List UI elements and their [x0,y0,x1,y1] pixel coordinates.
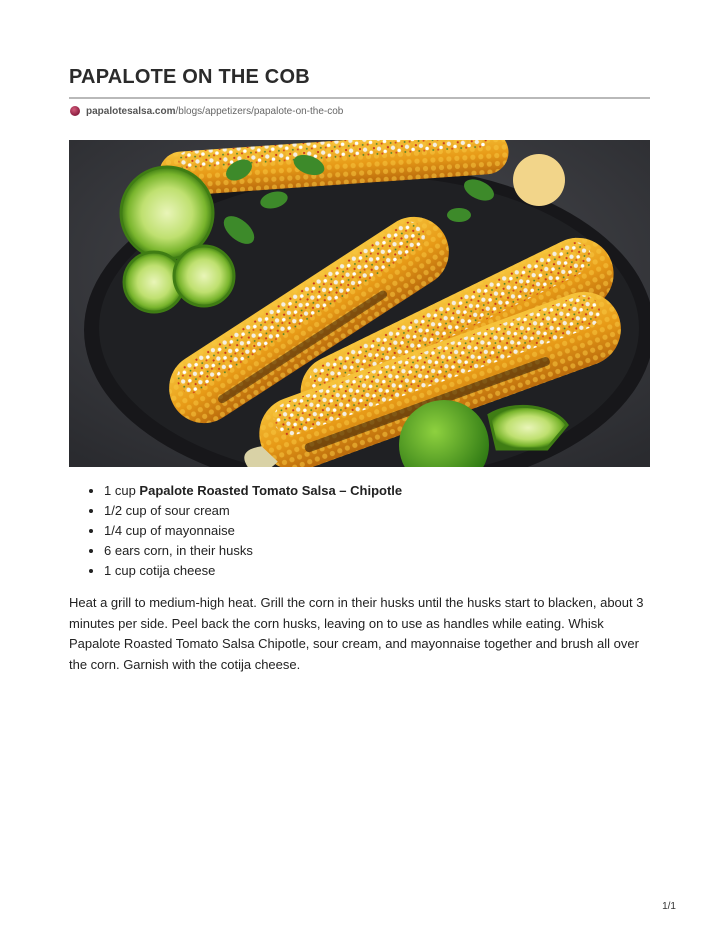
source-link[interactable] [70,104,343,118]
ingredient-item: • 1 cup Papalote Roasted Tomato Salsa – Chipotle [104,481,402,501]
ingredient-item: • 6 ears corn, in their husks [104,541,402,561]
product-name: Papalote Roasted Tomato Salsa – Chipotle [139,483,403,498]
title-divider [69,97,650,99]
corn-photo [69,140,650,467]
papalote-favicon-icon [70,106,80,116]
source-path: /blogs/appetizers/papalote-on-the-cob [175,105,344,117]
source-domain: papalotesalsa.com [86,105,176,117]
ingredient-item: • 1/4 cup of mayonnaise [104,521,402,541]
page-number: 1/1 [662,901,676,912]
page-title: PAPALOTE ON THE COB [69,66,310,88]
ingredient-item: • 1/2 cup of sour cream [104,501,402,521]
ingredient-item: • 1 cup cotija cheese [104,561,402,581]
ingredient-list [88,481,402,581]
method-paragraph: Heat a grill to medium-high heat. Grill the corn in their husks until the husks start to blacken, about 3 minutes per side. Peel back the corn husks, leaving on to use as handles while eating. Whisk Papalote Roasted Tomato Salsa Chipotle, sour cream, and mayonnaise together and brush all over the corn. Garnish with the cotija cheese. [69,595,644,672]
hero-image [69,140,650,467]
